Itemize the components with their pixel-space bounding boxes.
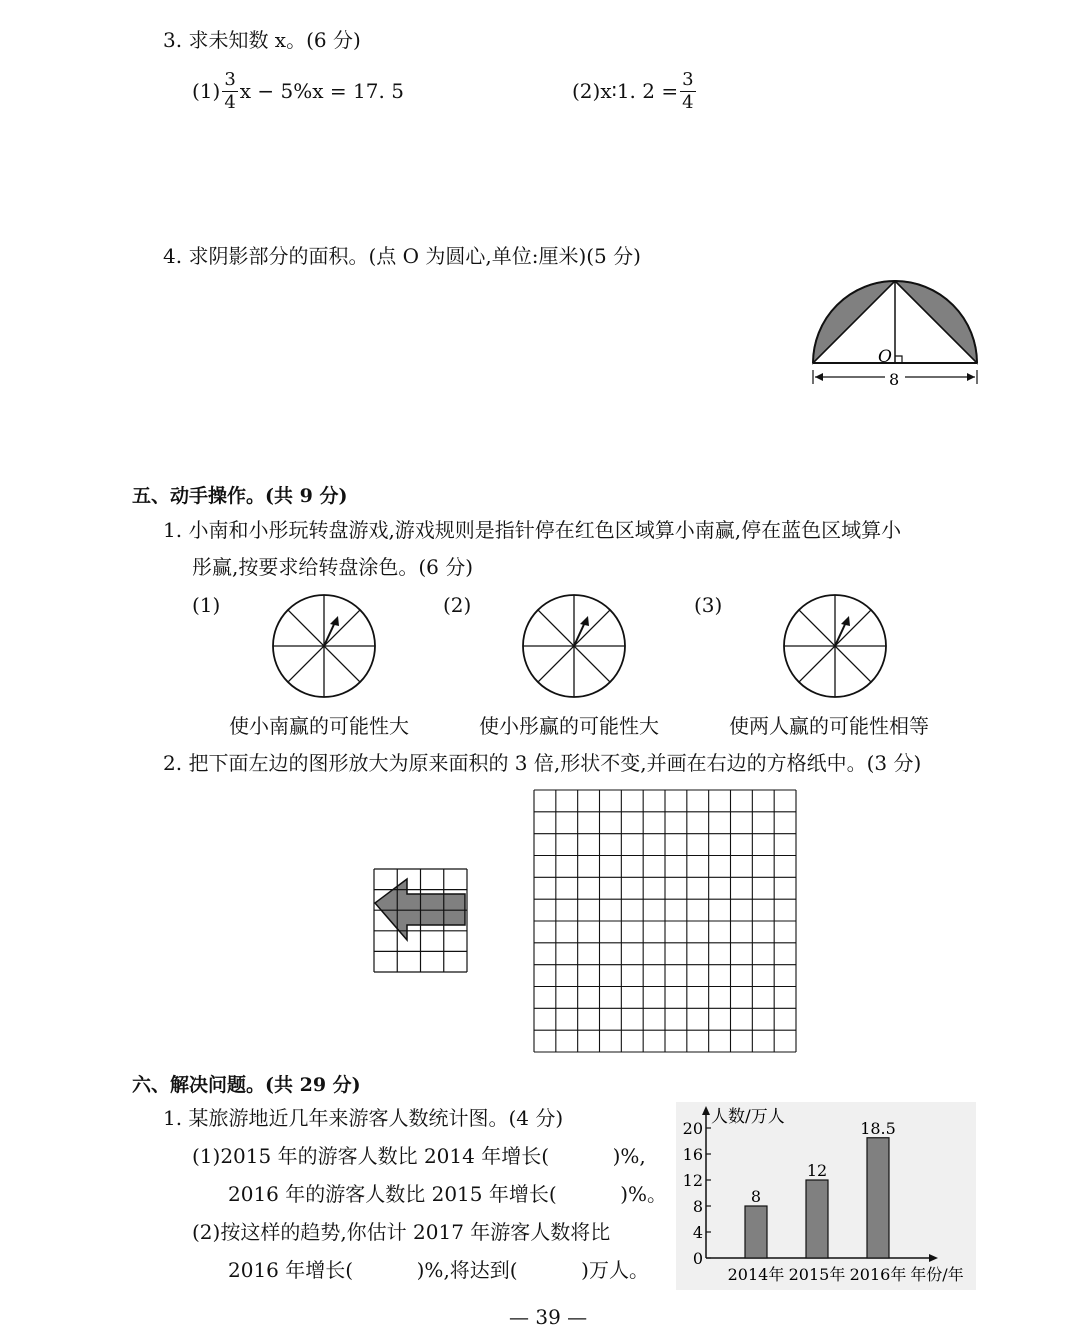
y-tick-label: 20 (682, 1119, 703, 1138)
spinner-1-caption: 使小南赢的可能性大 (229, 714, 409, 738)
dim-arrow-left (815, 373, 823, 381)
q3-title: 3. 求未知数 x。(6 分) (163, 28, 361, 52)
eq2-frac-num: 3 (682, 68, 694, 90)
section6-heading: 六、解决问题。(共 29 分) (132, 1074, 361, 1096)
spinner-1-label: (1) (192, 593, 221, 617)
dim-arrow-right (967, 373, 975, 381)
x-category-label: 2016年 (849, 1265, 907, 1284)
spinner-2-caption: 使小彤赢的可能性大 (479, 714, 659, 738)
x-category-label: 2015年 (788, 1265, 846, 1284)
s6-q1-sub2-a: (2)按这样的趋势,你估计 2017 年游客人数将比 (192, 1220, 611, 1244)
q3-equation-1 (192, 66, 404, 116)
s5-q2-line: 2. 把下面左边的图形放大为原来面积的 3 倍,形状不变,并画在右边的方格纸中。(3 分) (163, 751, 922, 775)
y-axis-label: 人数/万人 (711, 1107, 785, 1127)
s6-q1-sub1-b: 2016 年的游客人数比 2015 年增长( )%。 (228, 1182, 668, 1206)
square-grid-paper[interactable] (532, 788, 798, 1054)
s5-q1-line2: 彤赢,按要求给转盘涂色。(6 分) (192, 555, 474, 579)
eq1-fraction (222, 68, 237, 113)
s5-q1-line1: 1. 小南和小彤玩转盘游戏,游戏规则是指针停在红色区域算小南赢,停在蓝色区域算小 (163, 518, 902, 542)
tourist-bar-chart (676, 1102, 976, 1290)
diameter-label: 8 (889, 370, 900, 389)
y-tick-label: 0 (692, 1249, 703, 1268)
bar-value-label: 18.5 (860, 1118, 896, 1138)
x-category-label: 2014年 (727, 1265, 785, 1284)
center-label: O (878, 347, 892, 367)
q4-title: 4. 求阴影部分的面积。(点 O 为圆心,单位:厘米)(5 分) (163, 244, 641, 268)
section5-heading: 五、动手操作。(共 9 分) (132, 485, 348, 507)
eq2-fraction (680, 68, 695, 113)
eq1-frac-num: 3 (224, 68, 236, 90)
spinner-2-label: (2) (443, 593, 472, 617)
eq1-frac-den: 4 (224, 91, 236, 113)
s6-q1-sub2-b: 2016 年增长( )%,将达到( )万人。 (228, 1258, 649, 1282)
bar-value-label: 8 (750, 1187, 762, 1206)
spinner-3 (781, 592, 889, 700)
bar-value-label: 12 (806, 1161, 828, 1180)
y-tick-label: 12 (682, 1171, 703, 1190)
y-tick-label: 16 (682, 1145, 703, 1164)
spinner-1 (270, 592, 378, 700)
y-tick-label: 4 (692, 1223, 703, 1242)
spinner-3-caption: 使两人赢的可能性相等 (729, 714, 929, 738)
page-number: — 39 — (509, 1305, 588, 1329)
eq1-rest: x − 5%x = 17. 5 (239, 79, 404, 103)
right-angle-mark (895, 356, 902, 363)
s6-q1-title: 1. 某旅游地近几年来游客人数统计图。(4 分) (163, 1106, 564, 1130)
spinner-3-label: (3) (694, 593, 723, 617)
y-tick-label: 8 (692, 1197, 703, 1216)
bar (745, 1206, 767, 1258)
semicircle-figure (805, 278, 985, 393)
eq2-frac-den: 4 (682, 91, 694, 113)
bar (867, 1138, 889, 1258)
x-axis-label: 年份/年 (910, 1265, 964, 1284)
q3-equation-2 (572, 66, 698, 116)
s6-q1-sub1-a: (1)2015 年的游客人数比 2014 年增长( )%, (192, 1144, 646, 1168)
bar (806, 1180, 828, 1258)
eq1-prefix: (1) (192, 79, 221, 103)
eq2-prefix: (2)x∶1. 2 = (572, 79, 679, 103)
spinner-2 (520, 592, 628, 700)
arrow-shape-grid (372, 868, 470, 974)
